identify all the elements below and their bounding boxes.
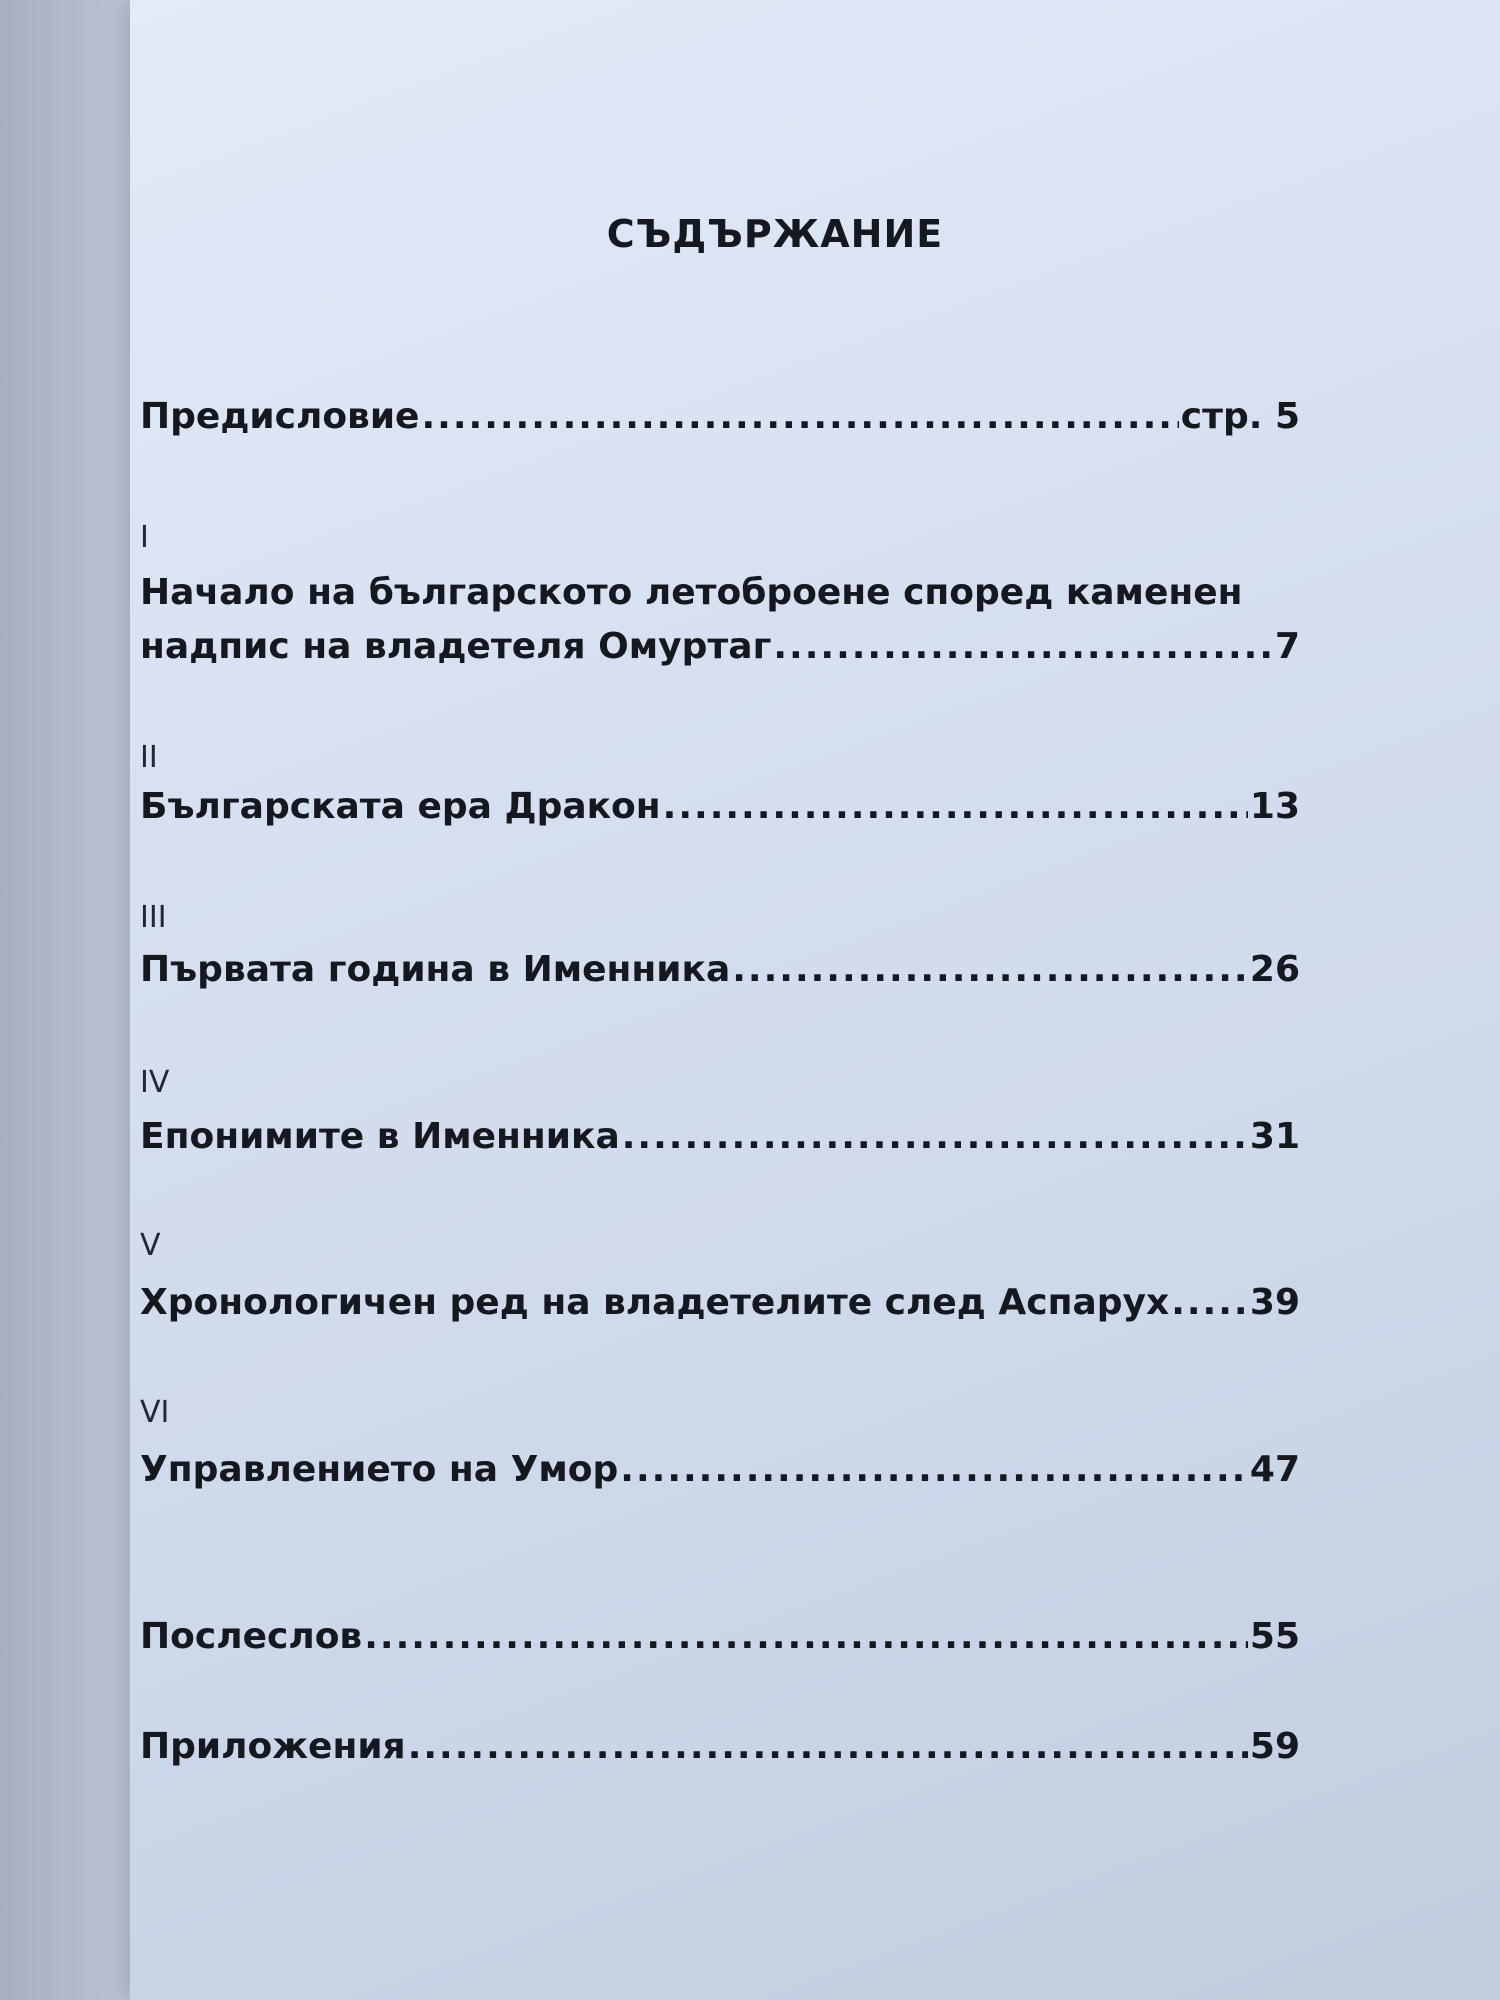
- toc-entry-chapter-3: [140, 943, 1300, 997]
- entry-label: Послеслов: [140, 1616, 363, 1657]
- chapter-numeral: V: [140, 1228, 161, 1263]
- entry-label: Епонимите в Именника: [140, 1116, 620, 1157]
- entry-page: стр. 5: [1180, 396, 1300, 437]
- dot-leader: [663, 780, 1248, 834]
- entry-page: 39: [1249, 1282, 1300, 1323]
- entry-page: 7: [1274, 626, 1300, 667]
- entry-page: 55: [1249, 1616, 1300, 1657]
- toc-entry-chapter-4: [140, 1110, 1300, 1164]
- toc-entry-chapter-1: [140, 566, 1300, 674]
- entry-label-line-1: Начало на българското летоброене според каменен: [140, 572, 1243, 613]
- dot-leader: [773, 620, 1273, 674]
- chapter-numeral: VI: [140, 1395, 170, 1430]
- chapter-numeral: II: [140, 740, 158, 775]
- entry-page: 26: [1249, 949, 1300, 990]
- toc-entry-chapter-6: [140, 1443, 1300, 1497]
- entry-page: 59: [1249, 1726, 1300, 1767]
- toc-entry-chapter-2: [140, 780, 1300, 834]
- chapter-numeral: I: [140, 520, 149, 555]
- dot-leader: [421, 390, 1178, 444]
- dot-leader: [1171, 1276, 1248, 1330]
- entry-page: 47: [1249, 1449, 1300, 1490]
- toc-entry-chapter-5: [140, 1276, 1300, 1330]
- dot-leader: [732, 943, 1248, 997]
- entry-label: Предисловие: [140, 396, 420, 437]
- dot-leader: [408, 1720, 1248, 1774]
- toc-title: СЪДЪРЖАНИЕ: [606, 212, 944, 256]
- entry-label: Управлението на Умор: [140, 1449, 619, 1490]
- dot-leader: [622, 1110, 1248, 1164]
- entry-page: 31: [1249, 1116, 1300, 1157]
- entry-label-line-2: надпис на владетеля Омуртаг: [140, 626, 772, 667]
- chapter-numeral: III: [140, 900, 167, 935]
- chapter-numeral: IV: [140, 1065, 170, 1100]
- toc-entry-appendices: [140, 1720, 1300, 1774]
- dot-leader: [364, 1610, 1248, 1664]
- entry-label: Приложения: [140, 1726, 406, 1767]
- entry-page: 13: [1249, 786, 1300, 827]
- dot-leader: [620, 1443, 1248, 1497]
- entry-label: Хронологичен ред на владетелите след Аспарух: [140, 1282, 1170, 1323]
- book-page: [130, 0, 1500, 2000]
- toc-entry-afterword: [140, 1610, 1300, 1664]
- toc-entry-preface: [140, 390, 1300, 444]
- entry-label: Българската ера Дракон: [140, 786, 661, 827]
- entry-label: Първата година в Именника: [140, 949, 731, 990]
